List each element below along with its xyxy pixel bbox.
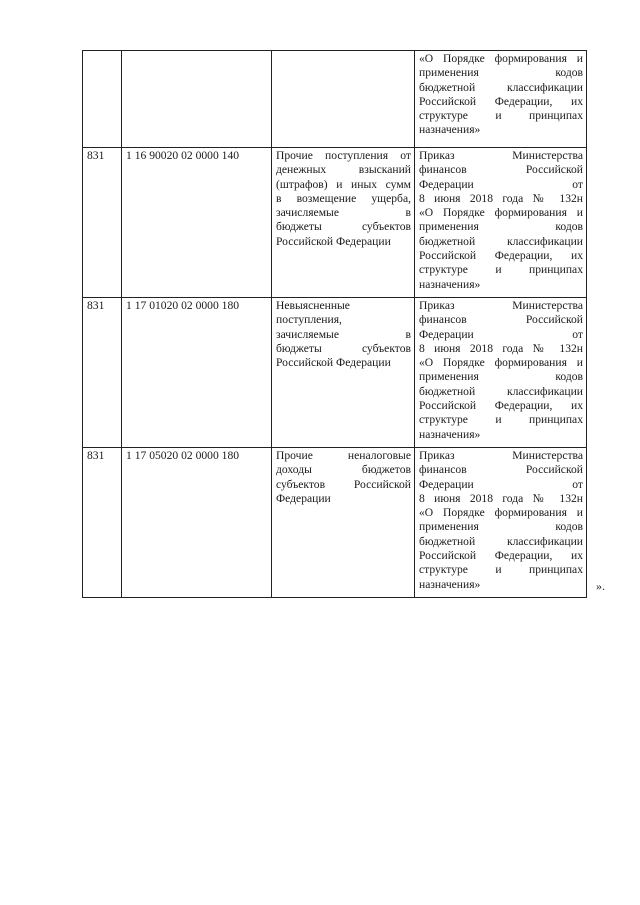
basis-line: назначения» [419,427,481,441]
basis-line: структуре и принципах [419,109,583,123]
basis-line: бюджетной классификации [419,80,583,94]
basis-line: применения кодов [419,66,583,80]
name-line: денежных взысканий [276,163,411,177]
name-line: (штрафов) и иных сумм [276,177,411,191]
revenue-name-cell [272,51,415,148]
basis-line: бюджетной классификации [419,234,583,248]
legal-basis-cell [415,298,587,448]
name-line: Невыясненные [276,299,350,312]
basis-line: «О Порядке формирования и [419,506,583,520]
admin-code-cell: 831 [83,448,122,598]
basis-line: «О Порядке формирования и [419,52,583,65]
basis-line: структуре и принципах [419,413,583,427]
basis-line: применения кодов [419,370,583,384]
name-line: Российской Федерации [276,356,391,370]
legal-basis-cell [415,448,587,598]
basis-line: применения кодов [419,220,583,234]
name-line: субъектов Российской [276,477,411,491]
basis-line: Российской Федерации, их [419,549,583,563]
basis-line: финансов Российской [419,163,583,177]
admin-code-cell: 831 [83,298,122,448]
name-line: бюджеты субъектов [276,341,411,355]
basis-line: Российской Федерации, их [419,399,583,413]
name-line: доходы бюджетов [276,463,411,477]
basis-line: бюджетной классификации [419,384,583,398]
revenue-name-cell [272,148,415,298]
basis-line: бюджетной классификации [419,534,583,548]
name-line: бюджеты субъектов [276,220,411,234]
table-row [83,298,587,448]
admin-code-cell: 831 [83,148,122,298]
revenue-name-cell [272,298,415,448]
basis-line: 8 июня 2018 года № 132н [419,491,583,505]
revenue-name-cell [272,448,415,598]
name-line: Прочие поступления от [276,149,411,162]
admin-code-cell [83,51,122,148]
basis-line: 8 июня 2018 года № 132н [419,341,583,355]
table-row [83,448,587,598]
basis-line: «О Порядке формирования и [419,206,583,220]
basis-line: «О Порядке формирования и [419,356,583,370]
closing-quote: ». [596,579,605,593]
table-row [83,148,587,298]
basis-line: Российской Федерации, их [419,94,583,108]
budget-code-cell: 1 17 01020 02 0000 180 [122,298,272,448]
legal-basis-cell [415,51,587,148]
budget-code-cell: 1 17 05020 02 0000 180 [122,448,272,598]
basis-line: структуре и принципах [419,563,583,577]
basis-line: Приказ Министерства [419,149,583,162]
basis-line: структуре и принципах [419,263,583,277]
budget-code-cell: 1 16 90020 02 0000 140 [122,148,272,298]
basis-line: финансов Российской [419,313,583,327]
basis-line: Российской Федерации, их [419,249,583,263]
name-line: Федерации [276,491,331,505]
basis-line: назначения» [419,123,481,137]
basis-line: финансов Российской [419,463,583,477]
basis-line: назначения» [419,577,481,591]
name-line: зачисляемые в [276,327,411,341]
name-line: Российской Федерации [276,234,391,248]
basis-line: 8 июня 2018 года № 132н [419,191,583,205]
name-line: в возмещение ущерба, [276,191,411,205]
basis-line: применения кодов [419,520,583,534]
name-line: зачисляемые в [276,206,411,220]
basis-line: Федерации от [419,177,583,191]
basis-line: назначения» [419,277,481,291]
table-row [83,51,587,148]
name-line: Прочие неналоговые [276,449,411,462]
table-body [83,51,587,598]
basis-line: Приказ Министерства [419,299,583,312]
budget-code-cell [122,51,272,148]
basis-line: Федерации от [419,327,583,341]
revenue-codes-table [82,50,587,598]
legal-basis-cell [415,148,587,298]
basis-line: Федерации от [419,477,583,491]
name-line: поступления, [276,313,342,327]
basis-line: Приказ Министерства [419,449,583,462]
